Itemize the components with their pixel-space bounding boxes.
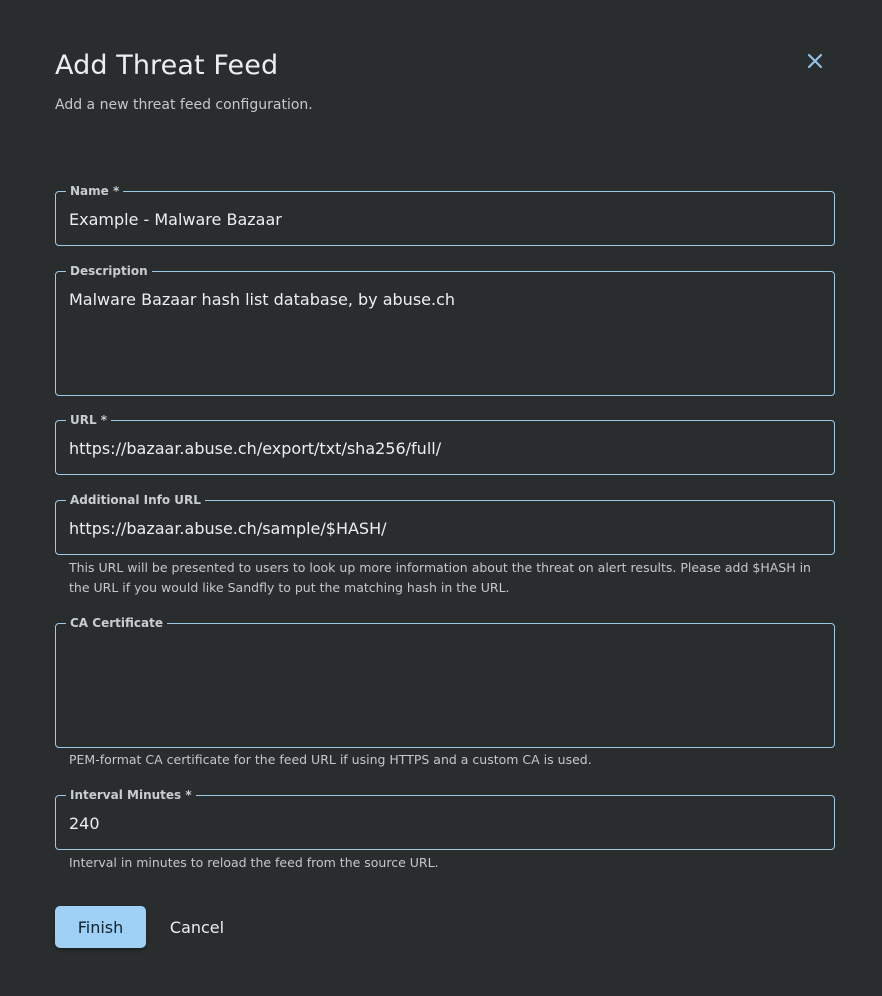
url-field-label: URL *: [66, 412, 111, 428]
name-field-label: Name *: [66, 183, 123, 199]
interval-minutes-field[interactable]: [55, 788, 835, 850]
dialog-subtitle: Add a new threat feed configuration.: [55, 97, 313, 113]
url-field[interactable]: [55, 413, 835, 475]
dialog-title: Add Threat Feed: [55, 50, 279, 81]
interval-minutes-field-label: Interval Minutes *: [66, 787, 196, 803]
description-textarea[interactable]: Malware Bazaar hash list database, by abuse.ch: [69, 290, 456, 309]
additional-info-url-field[interactable]: [55, 493, 835, 555]
close-icon: [807, 53, 823, 69]
cancel-button[interactable]: Cancel: [157, 906, 237, 948]
close-button[interactable]: [800, 46, 830, 76]
interval-minutes-helper: Interval in minutes to reload the feed from the source URL.: [69, 855, 439, 870]
additional-info-url-helper: This URL will be presented to users to look up more information about the threat on alert results. Please add $HASH in the URL if you would like Sandfly to put the matching hash in the URL.: [69, 560, 811, 595]
additional-info-url-field-label: Additional Info URL: [66, 492, 205, 508]
ca-certificate-field[interactable]: [55, 616, 835, 748]
name-input[interactable]: Example - Malware Bazaar: [69, 210, 282, 229]
additional-info-url-input[interactable]: https://bazaar.abuse.ch/sample/$HASH/: [69, 519, 387, 538]
ca-certificate-field-label: CA Certificate: [66, 615, 167, 631]
interval-minutes-input[interactable]: 240: [69, 814, 100, 833]
finish-button[interactable]: Finish: [55, 906, 146, 948]
description-field[interactable]: [55, 264, 835, 396]
url-input[interactable]: https://bazaar.abuse.ch/export/txt/sha256/full/: [69, 439, 442, 458]
description-field-label: Description: [66, 263, 152, 279]
ca-certificate-helper: PEM-format CA certificate for the feed URL if using HTTPS and a custom CA is used.: [69, 752, 592, 767]
name-field[interactable]: [55, 184, 835, 246]
